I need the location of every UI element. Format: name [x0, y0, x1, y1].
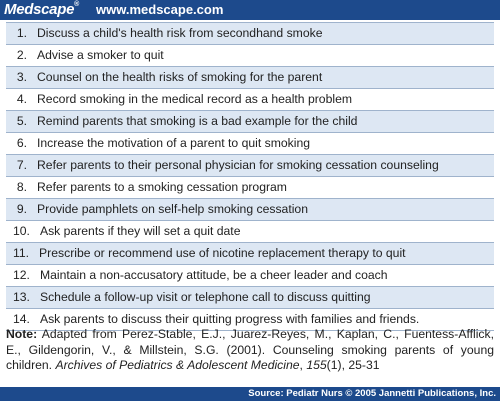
list-item	[6, 199, 494, 221]
item-text: Provide pamphlets on self-help smoking cessation	[37, 202, 308, 216]
note-separator: ,	[299, 358, 307, 372]
item-text: Record smoking in the medical record as a health problem	[37, 92, 353, 106]
item-number: 11.	[13, 246, 30, 260]
item-text: Maintain a non-accusatory attitude, be a cheer leader and coach	[39, 268, 388, 282]
item-text: Schedule a follow-up visit or telephone call to discuss quitting	[39, 290, 371, 304]
site-url-link[interactable]: www.medscape.com	[96, 2, 224, 17]
list-item	[6, 155, 494, 177]
item-text: Discuss a child's health risk from secondhand smoke	[37, 26, 323, 40]
item-number: 12.	[13, 268, 30, 282]
recommendations-list	[6, 22, 494, 331]
item-text: Refer parents to a smoking cessation program	[37, 180, 287, 194]
item-text: Prescribe or recommend use of nicotine replacement therapy to quit	[39, 246, 406, 260]
item-number: 3.	[16, 70, 27, 84]
item-number: 4.	[16, 92, 27, 106]
list-item	[6, 45, 494, 67]
item-number: 8.	[16, 180, 27, 194]
list-item	[6, 177, 494, 199]
brand-name: Medscape	[4, 1, 75, 18]
item-number: 13.	[13, 290, 30, 304]
item-text: Increase the motivation of a parent to quit smoking	[37, 136, 311, 150]
list-item	[6, 287, 494, 309]
list-item	[6, 23, 494, 45]
list-item	[6, 111, 494, 133]
item-number: 2.	[16, 48, 27, 62]
note-label: Note:	[6, 327, 38, 341]
item-number: 6.	[16, 136, 27, 150]
item-text: Ask parents to discuss their quitting progress with families and friends.	[39, 312, 420, 326]
journal-volume: 155	[306, 358, 327, 372]
citation-note	[6, 327, 494, 374]
list-item	[6, 243, 494, 265]
item-text: Advise a smoker to quit	[37, 48, 164, 62]
item-number: 10.	[13, 224, 30, 238]
source-credit: Source: Pediatr Nurs © 2005 Jannetti Publications, Inc.	[248, 388, 496, 399]
footer-bar	[0, 387, 500, 401]
list-item	[6, 221, 494, 243]
list-item	[6, 265, 494, 287]
item-text: Refer parents to their personal physician for smoking cessation counseling	[37, 158, 439, 172]
list-item	[6, 89, 494, 111]
item-number: 9.	[16, 202, 27, 216]
journal-title: Archives of Pediatrics & Adolescent Medicine	[55, 358, 300, 372]
item-number: 5.	[16, 114, 27, 128]
list-item	[6, 67, 494, 89]
note-pages: (1), 25-31	[326, 358, 380, 372]
header-bar	[0, 0, 500, 20]
brand-registered-mark: ®	[74, 1, 79, 8]
item-number: 14.	[13, 312, 30, 326]
note-text: Adapted from Perez-Stable, E.J., Juarez-Reyes, M., Kaplan, C., Fuentess-Afflick, E., Gildengorin, V., & Millstein, S.G. (2001). Counseling smoking parents of young children.	[6, 327, 494, 372]
item-text: Counsel on the health risks of smoking for the parent	[37, 70, 323, 84]
list-item	[6, 133, 494, 155]
item-text: Ask parents if they will set a quit date	[39, 224, 241, 238]
item-number: 7.	[16, 158, 27, 172]
medscape-logo[interactable]	[4, 1, 79, 18]
item-number: 1.	[16, 26, 27, 40]
item-text: Remind parents that smoking is a bad example for the child	[37, 114, 358, 128]
